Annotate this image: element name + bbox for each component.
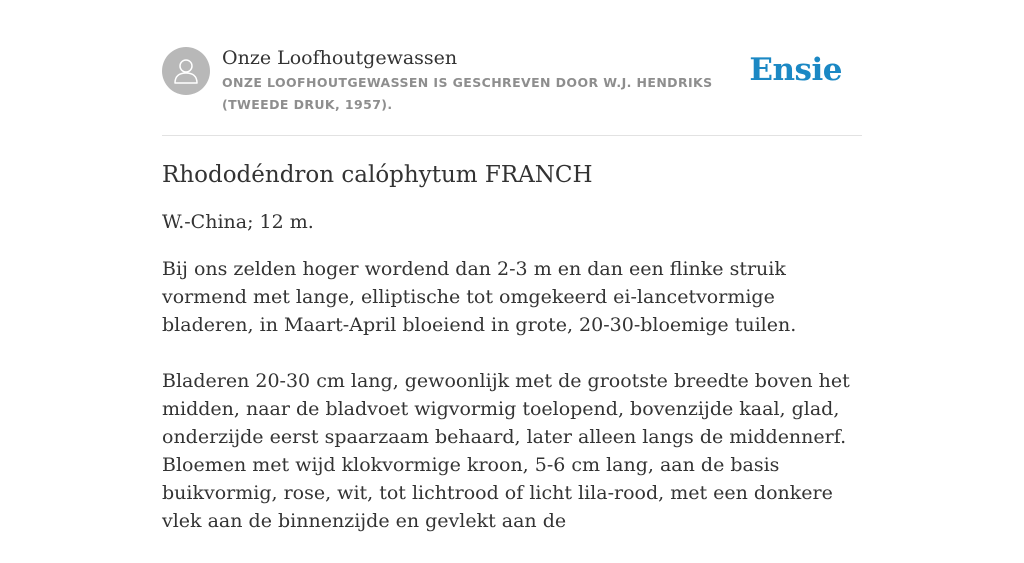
user-icon: [173, 57, 199, 85]
author-info: [222, 46, 762, 116]
entry-meta: W.-China; 12 m.: [162, 211, 314, 233]
avatar[interactable]: [162, 47, 210, 95]
entry-paragraph: Bij ons zelden hoger wordend dan 2-3 m en dan een flinke struik vormend met lange, elliptische tot omgekeerd ei-lancetvormige bladeren, in Maart-April bloeiend in grote, 20-30-bloemige tuilen.: [162, 258, 797, 336]
author-name[interactable]: Onze Loofhoutgewassen: [222, 47, 458, 69]
entry-paragraph: Bladeren 20-30 cm lang, gewoonlijk met de grootste breedte boven het midden, naar de bladvoet wigvormig toelopend, bovenzijde kaal, glad, onderzijde eerst spaarzaam behaard, later alleen langs de middennerf. Bloemen met wijd klokvormige kroon, 5-6 cm lang, aan de basis buikvormig, rose, wit, tot lichtrood of licht lila-rood, met een donkere vlek aan de binnenzijde en gevlekt aan de: [162, 370, 850, 532]
author-description: ONZE LOOFHOUTGEWASSEN IS GESCHREVEN DOOR W.J. HENDRIKS (TWEEDE DRUK, 1957).: [222, 75, 713, 112]
entry-title: Rhododéndron calóphytum FRANCH: [162, 162, 593, 188]
author-header: [162, 46, 862, 136]
entry-content: [162, 158, 862, 563]
ensie-logo[interactable]: Ensie: [749, 52, 842, 88]
